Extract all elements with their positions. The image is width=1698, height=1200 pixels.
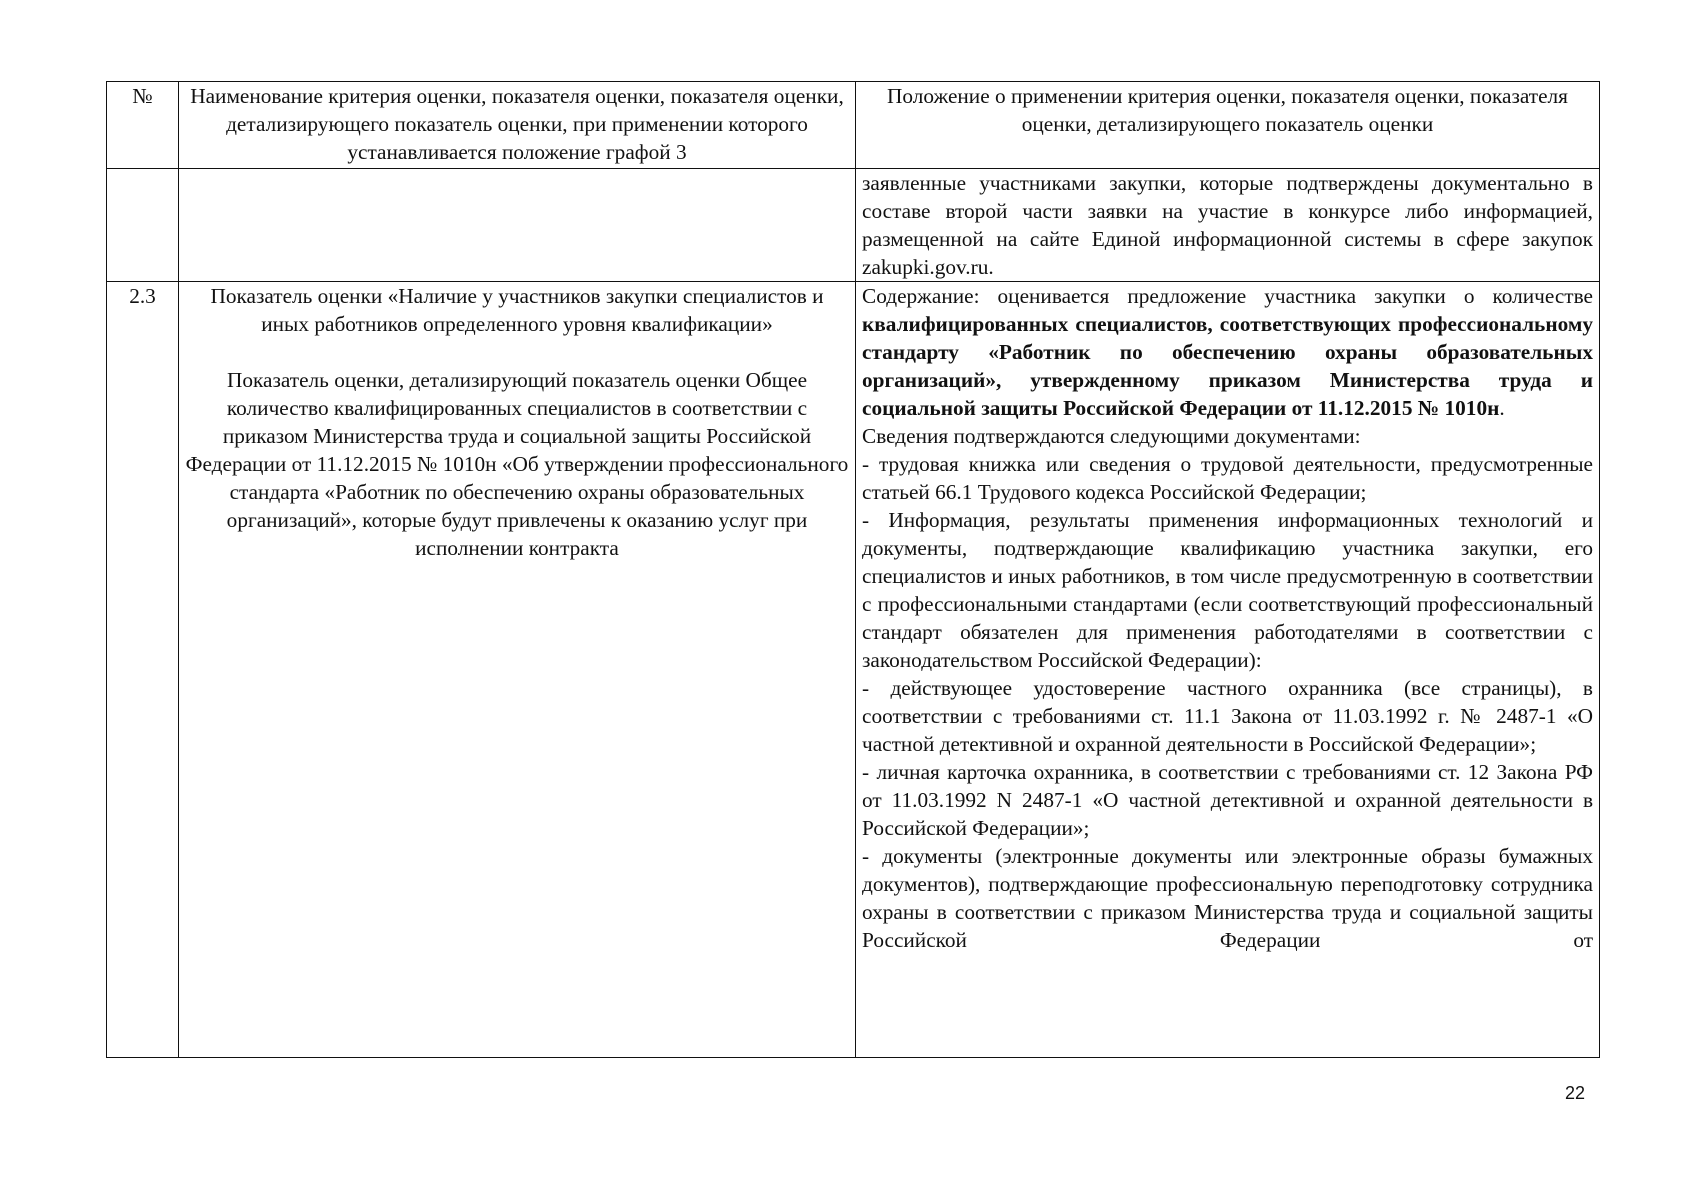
- criteria-table: [106, 81, 1600, 1058]
- header-number: №: [107, 82, 179, 169]
- cell-name: [179, 169, 856, 282]
- cell-provision: [856, 282, 1600, 1058]
- cell-number: 2.3: [107, 282, 179, 1058]
- cell-provision-continuation: заявленные участниками закупки, которые подтверждены документально в составе второй части заявки на участие в конкурсе либо информацией, размещенной на сайте Единой информационной системы в сфере закупок zakupki.gov.ru.: [856, 169, 1600, 282]
- document-item: - документы (электронные документы или электронные образы бумажных документов), подтверждающие профессиональную переподготовку сотрудника охраны в соответствии с приказом Министерства труда и социальной защиты Российской Федерации от: [862, 844, 1593, 952]
- content-suffix: .: [1499, 396, 1505, 420]
- content-prefix: Содержание: оценивается предложение участника закупки о количестве: [862, 284, 1593, 308]
- indicator-title: Показатель оценки «Наличие у участников закупки специалистов и иных работников определенного уровня квалификации»: [210, 284, 824, 336]
- content-paragraph: [862, 282, 1593, 422]
- header-provision: Положение о применении критерия оценки, показателя оценки, показателя оценки, детализирующего показатель оценки: [856, 82, 1600, 169]
- header-criterion-name: Наименование критерия оценки, показателя оценки, показателя оценки, детализирующего показатель оценки, при применении которого устанавливается положение графой 3: [179, 82, 856, 169]
- document-item: - Информация, результаты применения информационных технологий и документы, подтверждающие квалификацию участника закупки, его специалистов и иных работников, в том числе предусмотренную в соответствии с профессиональными стандартами (если соответствующий профессиональный стандарт обязателен для применения работодателями в соответствии с законодательством Российской Федерации):: [862, 508, 1593, 672]
- document-item: - действующее удостоверение частного охранника (все страницы), в соответствии с требованиями ст. 11.1 Закона от 11.03.1992 г. № 2487-1 «О частной детективной и охранной деятельности в Российской Федерации»;: [862, 676, 1593, 756]
- document-item: - трудовая книжка или сведения о трудовой деятельности, предусмотренные статьей 66.1 Трудового кодекса Российской Федерации;: [862, 452, 1593, 504]
- documents-intro: Сведения подтверждаются следующими документами:: [862, 424, 1361, 448]
- table-row: [107, 282, 1600, 1058]
- cell-criterion-name: [179, 282, 856, 1058]
- detailing-indicator-text: Показатель оценки, детализирующий показатель оценки Общее количество квалифицированных специалистов в соответствии с приказом Министерства труда и социальной защиты Российской Федерации от 11.12.2015 № 1010н «Об утверждении профессионального стандарта «Работник по обеспечению охраны образовательных организаций», которые будут привлечены к оказанию услуг при исполнении контракта: [185, 368, 849, 560]
- table-header-row: [107, 82, 1600, 169]
- page-number: 22: [1565, 1083, 1586, 1103]
- cell-number: [107, 169, 179, 282]
- spacer: [185, 338, 849, 366]
- table-row: [107, 169, 1600, 282]
- document-item: - личная карточка охранника, в соответствии с требованиями ст. 12 Закона РФ от 11.03.1992 N 2487-1 «О частной детективной и охранной деятельности в Российской Федерации»;: [862, 760, 1593, 840]
- content-bold: квалифицированных специалистов, соответствующих профессиональному стандарту «Работник по обеспечению охраны образовательных организаций», утвержденному приказом Министерства труда и социальной защиты Российской Федерации от 11.12.2015 № 1010н: [862, 312, 1593, 420]
